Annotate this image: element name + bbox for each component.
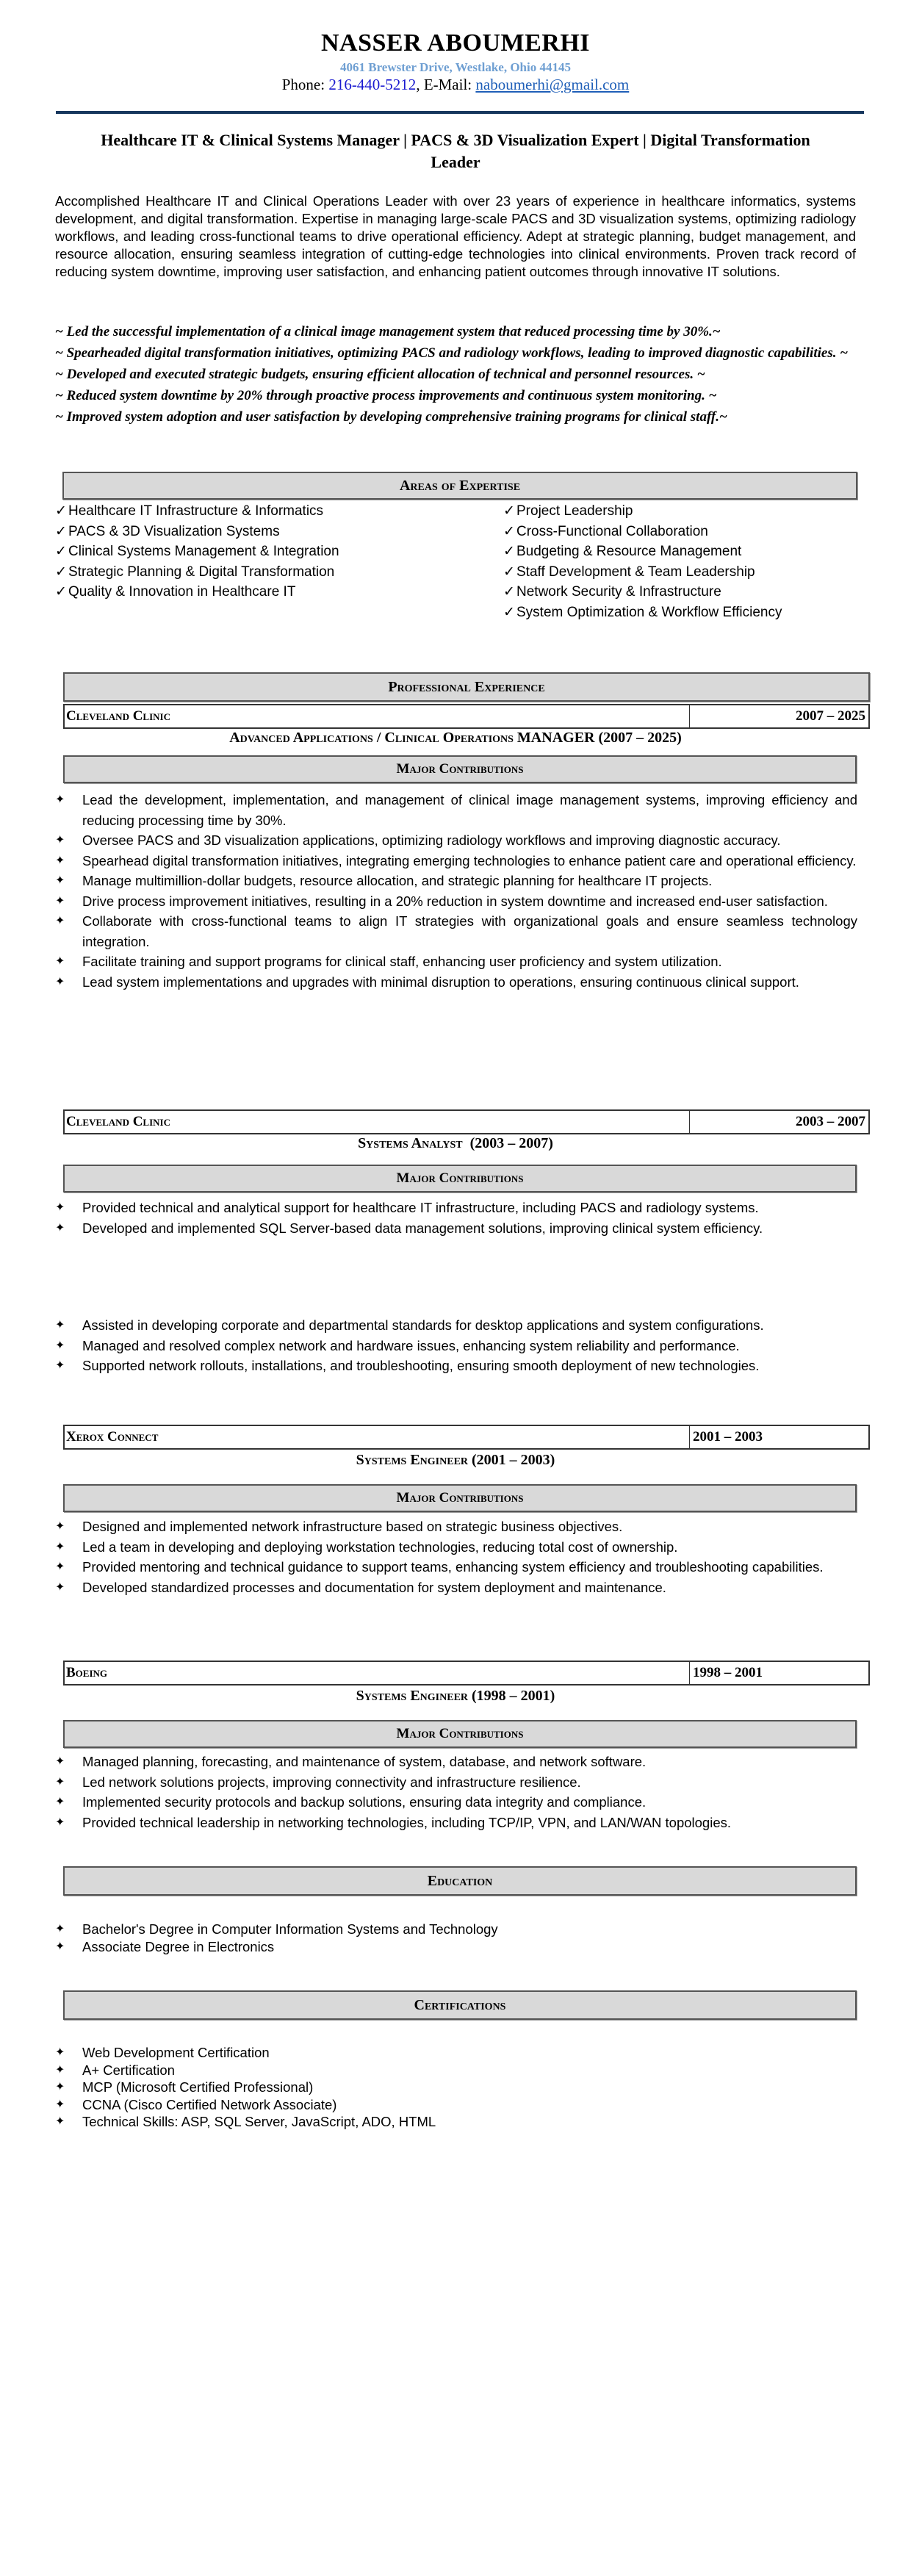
highlight-item: ~ Improved system adoption and user satisfaction by developing comprehensive training programs for clinical staff.~ xyxy=(55,409,727,425)
diamond-bullet-icon: ✦ xyxy=(55,1221,65,1234)
email-link[interactable]: naboumerhi@gmail.com xyxy=(475,76,630,93)
check-icon: ✓ xyxy=(503,503,515,519)
highlight-item: ~ Led the successful implementation of a clinical image management system that reduced processing time by 30%.~ xyxy=(55,324,721,339)
summary-paragraph: Accomplished Healthcare IT and Clinical Operations Leader with over 23 years of experience in healthcare informatics, systems development, and digital transformation. Expertise in managing large-scale PACS and 3D visualization systems, optimizing radiology workflows, and leading cross-functional teams to drive operational efficiency. Adept at strategic planning, budget management, and resource allocation, ensuring seamless integration of cutting-edge technologies into clinical environments. Proven track record of reducing system downtime, improving user satisfaction, and enhancing patient outcomes through innovative IT solutions. xyxy=(55,193,856,279)
list-item: ✦ Web Development Certification xyxy=(55,2045,270,2060)
diamond-bullet-icon: ✦ xyxy=(55,1775,65,1788)
phone-label: Phone: xyxy=(281,76,329,93)
job-dates: 2007 – 2025 xyxy=(689,705,868,727)
list-item: ✦ Bachelor's Degree in Computer Information Systems and Technology xyxy=(55,1921,498,1937)
diamond-bullet-icon: ✦ xyxy=(55,2063,65,2076)
diamond-bullet-icon: ✦ xyxy=(55,874,65,887)
diamond-bullet-icon: ✦ xyxy=(55,1540,65,1553)
job-row-xerox-connect xyxy=(63,1425,870,1450)
job-row-boeing xyxy=(63,1661,870,1685)
diamond-bullet-icon: ✦ xyxy=(55,915,65,927)
list-item: ✦ Supported network rollouts, installations, and troubleshooting, ensuring smooth deployment of new technologies. xyxy=(55,1356,857,1376)
contact-line xyxy=(0,76,911,94)
check-icon: ✓ xyxy=(55,503,67,519)
contributions-header: Major Contributions xyxy=(63,1165,857,1192)
education-list xyxy=(55,1921,857,1955)
diamond-bullet-icon: ✦ xyxy=(55,1201,65,1214)
diamond-bullet-icon: ✦ xyxy=(55,1339,65,1352)
list-item: ✦ Led network solutions projects, improving connectivity and infrastructure resilience. xyxy=(55,1772,857,1793)
company-name: Boeing xyxy=(66,1665,108,1680)
job-title: Systems Analyst (2003 – 2007) xyxy=(358,1135,553,1151)
diamond-bullet-icon: ✦ xyxy=(55,975,65,988)
check-icon: ✓ xyxy=(503,523,515,539)
diamond-bullet-icon: ✦ xyxy=(55,1319,65,1331)
list-item: ✦ Implemented security protocols and backup solutions, ensuring data integrity and compliance. xyxy=(55,1792,857,1813)
list-item: ✦ Facilitate training and support programs for clinical staff, enhancing user proficiency and system utilization. xyxy=(55,951,857,972)
company-name: Cleveland Clinic xyxy=(66,708,170,724)
list-item: ✦ Drive process improvement initiatives, resulting in a 20% reduction in system downtime and increased end-user satisfaction. xyxy=(55,891,857,912)
list-item: ✦ Provided technical and analytical support for healthcare IT infrastructure, including PACS and radiology systems. xyxy=(55,1198,857,1218)
list-item: ✦ Developed standardized processes and documentation for system deployment and maintenance. xyxy=(55,1577,857,1598)
company-name: Cleveland Clinic xyxy=(66,1114,170,1129)
list-item: ✦ Manage multimillion-dollar budgets, resource allocation, and strategic planning for healthcare IT projects. xyxy=(55,871,857,891)
list-item: ✦ A+ Certification xyxy=(55,2062,175,2078)
diamond-bullet-icon: ✦ xyxy=(55,1796,65,1808)
section-header-certifications: Certifications xyxy=(63,1990,857,2020)
expertise-item: ✓ Staff Development & Team Leadership xyxy=(503,562,782,583)
email-label: , E-Mail: xyxy=(416,76,476,93)
list-item: ✦ MCP (Microsoft Certified Professional) xyxy=(55,2079,314,2095)
diamond-bullet-icon: ✦ xyxy=(55,1816,65,1829)
check-icon: ✓ xyxy=(503,544,515,559)
expertise-item: ✓ Healthcare IT Infrastructure & Informatics xyxy=(55,501,339,522)
professional-headline: Healthcare IT & Clinical Systems Manager | PACS & 3D Visualization Expert | Digital Transformation Leader xyxy=(101,131,810,171)
address: 4061 Brewster Drive, Westlake, Ohio 44145 xyxy=(339,60,571,74)
diamond-bullet-icon: ✦ xyxy=(55,794,65,806)
list-item: ✦ CCNA (Cisco Certified Network Associate) xyxy=(55,2096,337,2112)
diamond-bullet-icon: ✦ xyxy=(55,2098,65,2111)
check-icon: ✓ xyxy=(503,564,515,580)
diamond-bullet-icon: ✦ xyxy=(55,2046,65,2059)
diamond-bullet-icon: ✦ xyxy=(55,1580,65,1594)
diamond-bullet-icon: ✦ xyxy=(55,1359,65,1372)
diamond-bullet-icon: ✦ xyxy=(55,2081,65,2093)
check-icon: ✓ xyxy=(55,523,67,539)
diamond-bullet-icon: ✦ xyxy=(55,1923,65,1935)
diamond-bullet-icon: ✦ xyxy=(55,955,65,968)
check-icon: ✓ xyxy=(55,584,67,600)
expertise-item: ✓ Quality & Innovation in Healthcare IT xyxy=(55,582,339,602)
company-name: Xerox Connect xyxy=(66,1429,159,1444)
job-title: Systems Engineer (2001 – 2003) xyxy=(356,1452,555,1468)
check-icon: ✓ xyxy=(55,544,67,559)
list-item: ✦ Associate Degree in Electronics xyxy=(55,1938,275,1954)
expertise-item: ✓ Strategic Planning & Digital Transformation xyxy=(55,562,339,583)
phone-link[interactable]: 216-440-5212 xyxy=(328,76,417,93)
section-header-experience: Professional Experience xyxy=(63,672,870,702)
job-row-cleveland-clinic-1 xyxy=(63,704,870,729)
list-item: ✦ Provided technical leadership in networking technologies, including TCP/IP, VPN, and LAN/WAN topologies. xyxy=(55,1813,857,1833)
diamond-bullet-icon: ✦ xyxy=(55,1561,65,1573)
expertise-item: ✓ PACS & 3D Visualization Systems xyxy=(55,522,339,542)
diamond-bullet-icon: ✦ xyxy=(55,2115,65,2128)
section-header-expertise: Areas of Expertise xyxy=(62,472,857,500)
diamond-bullet-icon: ✦ xyxy=(55,834,65,846)
list-item: ✦ Managed and resolved complex network and hardware issues, enhancing system reliability and performance. xyxy=(55,1336,857,1356)
contributions-list xyxy=(55,1752,857,1832)
expertise-item: ✓ Cross-Functional Collaboration xyxy=(503,522,782,542)
job-title: Systems Engineer (1998 – 2001) xyxy=(356,1688,555,1704)
list-item: ✦ Assisted in developing corporate and departmental standards for desktop applications and system configurations. xyxy=(55,1315,857,1336)
candidate-name: NASSER ABOUMERHI xyxy=(320,29,590,57)
career-highlights xyxy=(55,321,857,428)
expertise-item: ✓ Clinical Systems Management & Integration xyxy=(55,542,339,562)
contributions-header: Major Contributions xyxy=(63,755,857,783)
contributions-list-continued xyxy=(55,1315,857,1376)
header-divider xyxy=(56,111,864,114)
expertise-column-left xyxy=(55,501,339,602)
job-dates: 2001 – 2003 xyxy=(689,1426,868,1448)
list-item: ✦ Provided mentoring and technical guidance to support teams, enhancing system efficiency and troubleshooting capabilities. xyxy=(55,1557,857,1577)
job-dates: 1998 – 2001 xyxy=(689,1662,868,1684)
list-item: ✦ Spearhead digital transformation initiatives, integrating emerging technologies to enhance patient care and operational efficiency. xyxy=(55,851,857,871)
expertise-item: ✓ Project Leadership xyxy=(503,501,782,522)
contributions-list xyxy=(55,1198,857,1238)
diamond-bullet-icon: ✦ xyxy=(55,1755,65,1768)
job-row-cleveland-clinic-2 xyxy=(63,1109,870,1134)
certifications-list xyxy=(55,2044,857,2131)
list-item: ✦ Collaborate with cross-functional teams to align IT strategies with organizational goals and ensure seamless technology integration. xyxy=(55,911,857,951)
list-item: ✦ Designed and implemented network infrastructure based on strategic business objectives. xyxy=(55,1517,857,1537)
list-item: ✦ Oversee PACS and 3D visualization applications, optimizing radiology workflows and improving diagnostic accuracy. xyxy=(55,830,857,851)
contributions-header: Major Contributions xyxy=(63,1484,857,1512)
list-item: ✦ Lead the development, implementation, and management of clinical image management systems, improving efficiency and reducing processing time by 30%. xyxy=(55,790,857,830)
diamond-bullet-icon: ✦ xyxy=(55,1940,65,1953)
list-item: ✦ Developed and implemented SQL Server-based data management solutions, improving clinical system efficiency. xyxy=(55,1218,857,1239)
contributions-header: Major Contributions xyxy=(63,1720,857,1748)
highlight-item: ~ Spearheaded digital transformation initiatives, optimizing PACS and radiology workflows, leading to improved diagnostic capabilities. ~ xyxy=(55,345,849,361)
list-item: ✦ Technical Skills: ASP, SQL Server, JavaScript, ADO, HTML xyxy=(55,2114,436,2129)
expertise-column-right xyxy=(503,501,782,622)
list-item: ✦ Lead system implementations and upgrades with minimal disruption to operations, ensuring continuous clinical support. xyxy=(55,972,857,993)
diamond-bullet-icon: ✦ xyxy=(55,894,65,907)
check-icon: ✓ xyxy=(503,584,515,600)
list-item: ✦ Managed planning, forecasting, and maintenance of system, database, and network software. xyxy=(55,1752,857,1772)
job-dates: 2003 – 2007 xyxy=(689,1111,868,1133)
highlight-item: ~ Developed and executed strategic budgets, ensuring efficient allocation of technical and personnel resources. ~ xyxy=(55,367,705,382)
expertise-item: ✓ Network Security & Infrastructure xyxy=(503,582,782,602)
contributions-list xyxy=(55,790,857,992)
expertise-item: ✓ System Optimization & Workflow Efficiency xyxy=(503,602,782,623)
contributions-list xyxy=(55,1517,857,1597)
section-header-education: Education xyxy=(63,1866,857,1896)
check-icon: ✓ xyxy=(55,564,67,580)
expertise-item: ✓ Budgeting & Resource Management xyxy=(503,542,782,562)
list-item: ✦ Led a team in developing and deploying workstation technologies, reducing total cost of ownership. xyxy=(55,1537,857,1558)
job-title: Advanced Applications / Clinical Operations MANAGER (2007 – 2025) xyxy=(229,730,682,746)
highlight-item: ~ Reduced system downtime by 20% through proactive process improvements and continuous system monitoring. ~ xyxy=(55,388,717,403)
check-icon: ✓ xyxy=(503,604,515,620)
diamond-bullet-icon: ✦ xyxy=(55,854,65,867)
diamond-bullet-icon: ✦ xyxy=(55,1520,65,1533)
